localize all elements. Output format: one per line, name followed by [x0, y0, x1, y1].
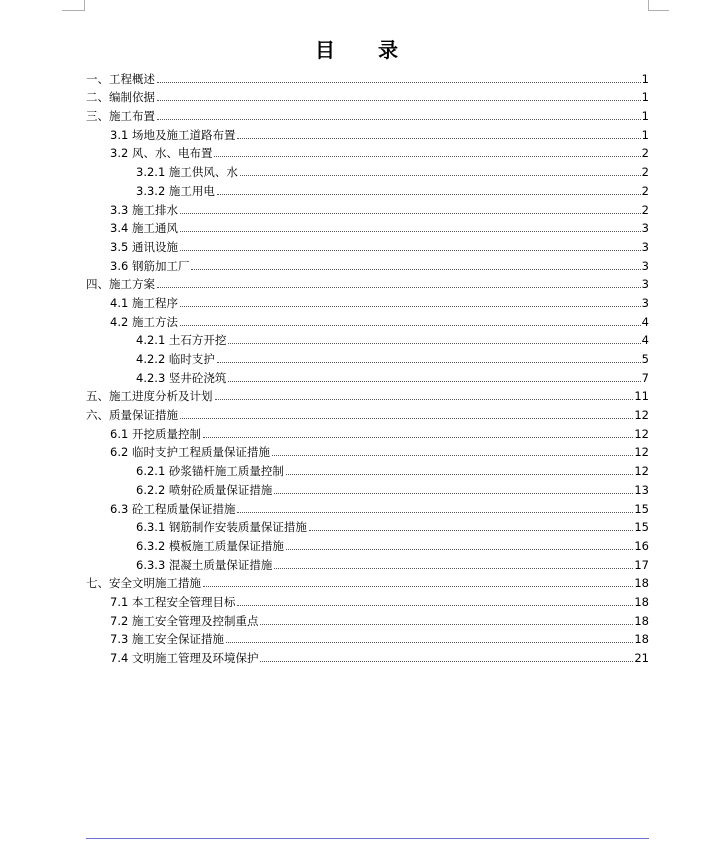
toc-dot-leader: [237, 604, 633, 606]
toc-entry-label: 3.5 通讯设施: [110, 239, 178, 254]
toc-entry-label: 6.2.1 砂浆锚杆施工质量控制: [136, 464, 284, 479]
toc-entry-label: 3.3.2 施工用电: [136, 183, 215, 198]
toc-dot-leader: [260, 623, 633, 625]
toc-entry-label: 6.3.3 混凝土质量保证措施: [136, 557, 273, 572]
toc-entry-label: 4.2.3 竖井砼浇筑: [136, 370, 227, 385]
toc-entry-label: 6.3.1 钢筋制作安装质量保证措施: [136, 520, 307, 535]
toc-entry-page-number: 3: [641, 258, 649, 273]
toc-entry-page-number: 2: [641, 183, 649, 198]
toc-entry-page-number: 1: [641, 90, 649, 105]
toc-dot-leader: [237, 511, 633, 513]
toc-entry[interactable]: [0, 459, 649, 478]
toc-entry-page-number: 11: [634, 389, 649, 404]
toc-entry-page-number: 12: [634, 408, 649, 423]
toc-entry[interactable]: [0, 235, 649, 254]
toc-dot-leader: [274, 567, 633, 569]
toc-entry[interactable]: [0, 646, 649, 665]
toc-entry-label: 3.6 钢筋加工厂: [110, 258, 190, 273]
toc-entry-label: 3.1 场地及施工道路布置: [110, 127, 236, 142]
toc-dot-leader: [157, 99, 641, 101]
toc-entry-page-number: 18: [634, 576, 649, 591]
toc-entry[interactable]: [0, 478, 649, 497]
toc-dot-leader: [272, 454, 633, 456]
toc-entry-label: 3.3 施工排水: [110, 202, 178, 217]
toc-dot-leader: [180, 249, 641, 251]
toc-entry[interactable]: [0, 441, 649, 460]
toc-entry-page-number: 4: [641, 314, 649, 329]
toc-entry-label: 4.2 施工方法: [110, 314, 178, 329]
toc-entry-page-number: 15: [634, 501, 649, 516]
toc-dot-leader: [180, 417, 633, 419]
toc-entry-label: 五、施工进度分析及计划: [86, 389, 213, 404]
toc-entry[interactable]: [0, 403, 649, 422]
toc-entry-page-number: 3: [641, 277, 649, 292]
toc-entry-page-number: 12: [634, 426, 649, 441]
toc-entry[interactable]: [0, 590, 649, 609]
toc-entry-label: 4.1 施工程序: [110, 295, 178, 310]
crop-mark-top-left: [62, 0, 85, 11]
toc-dot-leader: [228, 342, 640, 344]
toc-entry-page-number: 12: [634, 464, 649, 479]
toc-entry-label: 6.3 砼工程质量保证措施: [110, 501, 236, 516]
toc-dot-leader: [157, 286, 641, 288]
toc-entry-label: 3.2.1 施工供风、水: [136, 165, 238, 180]
toc-dot-leader: [237, 137, 640, 139]
toc-entry-page-number: 18: [634, 613, 649, 628]
toc-dot-leader: [286, 473, 633, 475]
toc-entry-label: 7.2 施工安全管理及控制重点: [110, 613, 259, 628]
toc-entry[interactable]: [0, 291, 649, 310]
toc-entry-page-number: 2: [641, 165, 649, 180]
toc-dot-leader: [228, 380, 640, 382]
toc-dot-leader: [286, 548, 633, 550]
toc-entry[interactable]: [0, 310, 649, 329]
toc-dot-leader: [217, 193, 641, 195]
toc-dot-leader: [274, 492, 633, 494]
toc-entry[interactable]: [0, 104, 649, 123]
crop-mark-top-right: [648, 0, 669, 11]
toc-dot-leader: [157, 118, 641, 120]
toc-entry-label: 二、编制依据: [86, 90, 155, 105]
toc-entry[interactable]: [0, 609, 649, 628]
toc-entry-label: 六、质量保证措施: [86, 408, 178, 423]
toc-dot-leader: [180, 212, 641, 214]
toc-entry-page-number: 18: [634, 594, 649, 609]
toc-entry-page-number: 3: [641, 221, 649, 236]
toc-entry-page-number: 21: [634, 651, 649, 665]
toc-entry-page-number: 3: [641, 295, 649, 310]
toc-entry-label: 7.1 本工程安全管理目标: [110, 594, 236, 609]
toc-entry[interactable]: [0, 179, 649, 198]
toc-entry-label: 6.2.2 喷射砼质量保证措施: [136, 482, 273, 497]
toc-entry-label: 四、施工方案: [86, 277, 155, 292]
toc-entry[interactable]: [0, 217, 649, 236]
toc-entry-page-number: 2: [641, 146, 649, 161]
toc-dot-leader: [226, 641, 633, 643]
toc-dot-leader: [180, 324, 641, 326]
page-bottom-rule: [86, 838, 649, 839]
toc-entry-page-number: 17: [634, 557, 649, 572]
toc-entry-page-number: 16: [634, 538, 649, 553]
toc-entry[interactable]: [0, 67, 649, 86]
toc-entry[interactable]: [0, 273, 649, 292]
toc-entry-label: 6.2 临时支护工程质量保证措施: [110, 445, 270, 460]
toc-entry-label: 4.2.1 土石方开挖: [136, 333, 227, 348]
toc-entry-page-number: 18: [634, 632, 649, 647]
toc-entry[interactable]: [0, 628, 649, 647]
table-of-contents: [0, 67, 713, 665]
toc-dot-leader: [180, 305, 641, 307]
toc-entry[interactable]: [0, 534, 649, 553]
toc-entry[interactable]: [0, 123, 649, 142]
toc-entry[interactable]: [0, 86, 649, 105]
toc-dot-leader: [217, 361, 641, 363]
toc-entry-page-number: 1: [641, 71, 649, 86]
toc-entry-page-number: 4: [641, 333, 649, 348]
toc-entry[interactable]: [0, 347, 649, 366]
toc-entry[interactable]: [0, 366, 649, 385]
toc-entry-page-number: 1: [641, 127, 649, 142]
toc-entry[interactable]: [0, 385, 649, 404]
toc-entry[interactable]: [0, 198, 649, 217]
toc-entry[interactable]: [0, 516, 649, 535]
toc-entry-label: 7.3 施工安全保证措施: [110, 632, 224, 647]
toc-entry-label: 一、工程概述: [86, 71, 155, 86]
toc-dot-leader: [240, 174, 641, 176]
toc-dot-leader: [214, 155, 640, 157]
toc-entry-label: 6.1 开挖质量控制: [110, 426, 201, 441]
toc-entry-label: 七、安全文明施工措施: [86, 576, 201, 591]
toc-dot-leader: [260, 660, 633, 662]
toc-dot-leader: [203, 436, 633, 438]
toc-entry-page-number: 12: [634, 445, 649, 460]
toc-entry-page-number: 7: [641, 370, 649, 385]
toc-title: 目 录: [315, 38, 416, 62]
toc-entry[interactable]: [0, 160, 649, 179]
toc-entry-label: 3.2 风、水、电布置: [110, 146, 213, 161]
toc-entry-page-number: 15: [634, 520, 649, 535]
toc-entry[interactable]: [0, 329, 649, 348]
toc-entry-label: 4.2.2 临时支护: [136, 352, 215, 366]
toc-entry-page-number: 5: [641, 352, 649, 366]
toc-dot-leader: [157, 81, 641, 83]
toc-entry-page-number: 2: [641, 202, 649, 217]
toc-entry-page-number: 3: [641, 239, 649, 254]
toc-entry-label: 3.4 施工通风: [110, 221, 178, 236]
toc-dot-leader: [191, 268, 640, 270]
toc-entry-page-number: 1: [641, 109, 649, 124]
toc-entry[interactable]: [0, 553, 649, 572]
toc-entry[interactable]: [0, 497, 649, 516]
toc-entry-page-number: 13: [634, 482, 649, 497]
toc-entry-label: 7.4 文明施工管理及环境保护: [110, 651, 259, 665]
toc-dot-leader: [215, 398, 634, 400]
toc-entry[interactable]: [0, 572, 649, 591]
toc-entry[interactable]: [0, 142, 649, 161]
toc-dot-leader: [203, 585, 633, 587]
toc-entry[interactable]: [0, 254, 649, 273]
toc-entry-label: 6.3.2 模板施工质量保证措施: [136, 538, 284, 553]
toc-entry[interactable]: [0, 422, 649, 441]
toc-entry-label: 三、施工布置: [86, 109, 155, 124]
toc-dot-leader: [309, 529, 633, 531]
toc-dot-leader: [180, 230, 641, 232]
